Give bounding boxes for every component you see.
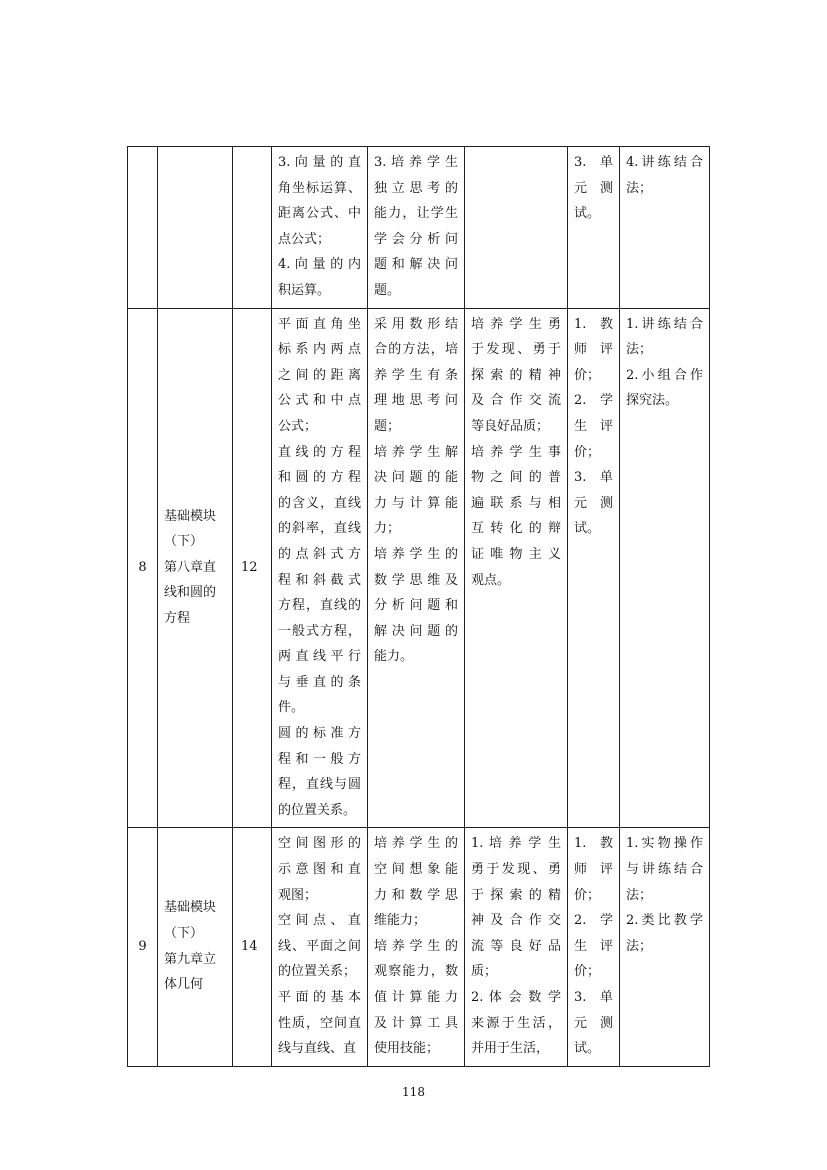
content-line: 的 点 斜 式 方 [278,546,361,562]
content-line: 公式； [278,418,318,434]
quality-line: 培 养 学 生 事 [471,444,561,460]
method-cell [620,828,710,1066]
ability-line: 值 计 算 能 力 [374,990,458,1005]
quality-line: 勇于发现、勇 [471,862,561,878]
assessment-line: 3. 单 [574,990,613,1005]
module-title-cell [158,308,233,828]
content-line: 空 间 图 形 的 [278,836,361,852]
ability-line: 培 养 学 生 的 [374,938,458,954]
assessment-line: 价； [574,367,601,383]
module-title-line: 体几何 [164,977,204,993]
ability-line: 空 间 想 象 能 [374,862,458,878]
ability-line: 理 地 思 考 问 [374,393,458,409]
method-line: 1.讲练结合 [626,316,703,332]
assessment-line: 生 评 [574,938,613,954]
module-title-cell [158,147,233,309]
content-line: 标 系 内 两 点 [278,342,361,358]
content-line: 4. 向 量 的 内 [278,257,361,273]
content-line: 线与直线、直 [278,1041,357,1057]
quality-line: 观点。 [471,572,511,588]
module-title-line: 线和圆的 [164,585,217,601]
quality-line: 培 养 学 生 勇 [471,316,561,332]
ability-line: 题。 [374,282,401,298]
content-line: 与 垂 直 的 条 [278,674,361,690]
quality-cell [465,828,568,1066]
method-cell [620,308,710,828]
ability-line: 分 析 问 题 和 [374,598,458,614]
assessment-line: 生 评 [574,418,613,434]
assessment-line: 价； [574,887,601,903]
content-line: 和 圆 的 方 程 [278,470,361,486]
module-title-line: 方程 [164,610,191,626]
module-title-line: （下） [164,534,204,550]
content-line: 直 线 的 方 程 [278,444,361,460]
quality-line: 证 唯 物 主 义 [471,546,561,562]
table-body [128,147,710,1067]
quality-line: 探 索 的 精 神 [471,367,561,383]
quality-line: 神 及 合 作 交 [471,913,561,929]
method-line: 2.类比教学 [626,913,703,929]
content-line: 程 和 一 般 方 [278,751,361,767]
ability-line: 题和解决问 [374,257,458,273]
quality-line: 互 转 化 的 辩 [471,521,561,537]
quality-line: 物 之 间 的 普 [471,470,561,486]
assessment-line: 元 测 [574,495,613,511]
ability-line: 学 会 分 析 问 [374,231,458,247]
method-line: 与讲练结合 [626,862,703,878]
quality-line: 等良好品质； [471,418,550,434]
ability-line: 维能力； [374,913,427,929]
quality-line: 于发现、勇于 [471,342,561,358]
ability-cell [368,308,465,828]
content-line: 角坐标运算、 [278,180,361,196]
ability-line: 题； [374,418,401,434]
content-cell [272,828,368,1066]
method-line: 法； [626,887,653,903]
content-line: 的斜率，直线 [278,521,361,537]
quality-line: 及 合 作 交 流 [471,393,561,409]
hours-cell [233,147,272,309]
hours-cell: 12 [233,308,272,828]
page-number: 118 [402,1085,425,1099]
assessment-line: 2. 学 [574,393,613,409]
method-line: 4.讲练结合 [626,155,703,170]
chapter-number-cell: 8 [128,308,158,828]
method-cell [620,147,710,309]
content-line: 积运算。 [278,282,331,298]
content-line: 空 间 点 、 直 [278,913,361,929]
ability-line: 力 与 计 算 能 [374,495,458,511]
assessment-line: 价； [574,964,601,980]
ability-line: 使用技能； [374,1041,440,1057]
content-cell [272,147,368,309]
ability-line: 数 学 思 维 及 [374,572,458,588]
method-line: 法； [626,180,653,196]
ability-line: 观察能力，数 [374,964,458,980]
content-line: 一般式方程， [278,623,361,639]
ability-line: 培 养 学 生 解 [374,444,458,460]
assessment-line: 2. 学 [574,913,613,929]
method-line: 法； [626,938,653,954]
hours-cell: 14 [233,828,272,1066]
module-title-cell [158,828,233,1066]
assessment-line: 3. 单 [574,155,613,170]
assessment-line: 试。 [574,206,601,222]
chapter-number-cell: 9 [128,828,158,1066]
content-line: 之 间 的 距 离 [278,367,361,383]
method-line: 1.实物操作 [626,836,703,852]
content-line: 性质，空间直 [278,1015,361,1031]
ability-line: 解 决 问 题 的 [374,623,458,639]
ability-line: 及 计 算 工 具 [374,1015,458,1031]
assessment-cell [568,828,620,1066]
syllabus-table [127,146,710,1067]
assessment-line: 师 评 [574,862,613,878]
ability-line: 决 问 题 的 能 [374,470,458,486]
ability-line: 培 养 学 生 的 [374,546,458,562]
content-line: 线、平面之间 [278,938,361,954]
content-cell [272,308,368,828]
assessment-line: 价； [574,444,601,460]
content-line: 件。 [278,700,305,716]
quality-line: 遍 联 系 与 相 [471,495,561,511]
method-line: 2.小组合作 [626,367,703,383]
quality-line: 2. 体 会 数 学 [471,990,561,1005]
content-line: 的位置关系。 [278,802,357,818]
module-title-line: 第八章直 [164,559,217,575]
assessment-line: 试。 [574,521,601,537]
quality-cell [465,147,568,309]
content-line: 观图； [278,887,318,903]
ability-line: 养 学 生 有 条 [374,367,458,383]
ability-cell [368,828,465,1066]
module-title-line: 基础模块 [164,900,217,916]
quality-line: 质； [471,964,498,980]
content-line: 程 和 斜 截 式 [278,572,361,588]
module-title-line: （下） [164,926,204,942]
module-title-line: 基础模块 [164,508,217,524]
table-row [128,147,710,309]
content-line: 平 面 直 角 坐 [278,316,361,332]
chapter-number-cell [128,147,158,309]
assessment-cell [568,147,620,309]
content-line: 平 面 的 基 本 [278,990,361,1005]
ability-line: 力 和 数 学 思 [374,887,458,903]
content-line: 程，直线与圆 [278,777,361,793]
content-line: 的位置关系； [278,964,357,980]
module-title-line: 第九章立 [164,951,217,967]
content-line: 公 式 和 中 点 [278,393,361,409]
ability-line: 培 养 学 生 的 [374,836,458,852]
ability-cell [368,147,465,309]
assessment-line: 试。 [574,1041,601,1057]
table-row [128,828,710,1066]
assessment-line: 3. 单 [574,470,613,486]
content-line: 方程，直线的 [278,598,361,614]
method-line: 探究法。 [626,393,679,409]
ability-line: 独 立 思 考 的 [374,180,458,196]
assessment-line: 1. 教 [574,316,613,332]
assessment-line: 1. 教 [574,836,613,852]
content-line: 圆 的 标 准 方 [278,726,361,742]
assessment-line: 元 测 [574,180,613,196]
method-line: 法； [626,342,653,358]
ability-line: 能力，让学生 [374,206,458,222]
ability-line: 采 用 数 形 结 [374,316,458,332]
ability-line: 力； [374,521,401,537]
assessment-line: 师 评 [574,342,613,358]
assessment-line: 元 测 [574,1015,613,1031]
quality-line: 来源于生活， [471,1015,561,1031]
content-line: 示 意 图 和 直 [278,862,361,878]
content-line: 距离公式、中 [278,206,361,222]
table-row [128,308,710,828]
content-line: 两 直 线 平 行 [278,649,361,665]
quality-line: 并用于生活， [471,1041,550,1057]
content-line: 的含义，直线 [278,495,361,511]
content-line: 点公式； [278,231,331,247]
content-line: 3. 向 量 的 直 [278,155,361,170]
quality-line: 1. 培 养 学 生 [471,836,561,852]
ability-line: 能力。 [374,649,414,665]
quality-cell [465,308,568,828]
ability-line: 3. 培 养 学 生 [374,155,458,170]
ability-line: 合的方法，培 [374,342,458,358]
assessment-cell [568,308,620,828]
quality-line: 流 等 良 好 品 [471,938,561,954]
quality-line: 于 探 索 的 精 [471,887,561,903]
